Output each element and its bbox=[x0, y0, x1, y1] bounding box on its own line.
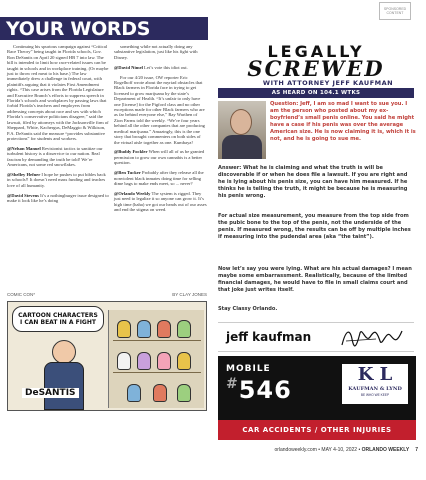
shelf-row bbox=[113, 372, 201, 373]
letter-text: Let’s vote this idiot out. bbox=[142, 64, 188, 70]
commenter-handle: @David Nimel bbox=[114, 64, 143, 70]
commenter-handle: @Shelley Hefner bbox=[7, 171, 41, 177]
letter-paragraph bbox=[114, 170, 207, 186]
commenter-handle: @Nelson Manuel bbox=[7, 145, 41, 151]
firm-logo-letters: K L bbox=[357, 364, 393, 385]
column-byline: WITH ATTORNEY JEFF KAUFMAN bbox=[262, 79, 394, 87]
comic-title: COMIC CON* bbox=[7, 292, 35, 297]
cartoon-figure bbox=[177, 352, 191, 370]
letter-text: Continuing his spurious campaign against “Critical Race Theory” being taught in Florida schools, Gov. Ron DeSantis on April 20 signed HB 7 into law. The bill is intended to limit how race-related issues can be taught in schools and in workplace training. (Or maybe just to throw red meat to his base.) The law immediately drew a challenge in federal court, with plaintiffs arguing that it violates First Amendment rights. “This case arises from the Florida Legislature and Executive Branch’s efforts to suppress speech in Florida’s schools and workplaces by passing laws that forbid Florida’s teachers and employers from addressing concepts about race and sex with which Florida’s conservative politicians disagree,” said the lawsuit, filed by attorneys with the Jacksonville firm of Sheppard, White, Kachergus, DeMaggio & Wilkison, P.A. DeSantis said the measure “provides substantive protections” for students and workers. bbox=[7, 44, 109, 141]
caricature bbox=[36, 340, 92, 410]
answer-paragraph: Answer: What he is claiming and what the truth is will be discoverable if or when he does file a lawsuit. If you are right and he is lying about his penis size, you can have him measured. If he thinks he is telling the truth, it might be because he is measuring his penis wrong. bbox=[218, 165, 408, 199]
cartoon-figure bbox=[157, 320, 171, 338]
sponsored-badge: SPONSORED CONTENT bbox=[379, 2, 411, 20]
firm-tagline: BE WHO WE KEEP bbox=[360, 393, 390, 397]
legally-screwed-logo bbox=[210, 40, 424, 81]
damages-paragraph: Now let’s say you were lying. What are his actual damages? I mean maybe some embarrassment. Realistically, because of the limited financial damages, he would have to file in small claims court and that joke just writes itself. bbox=[218, 266, 412, 293]
kaufman-lynd-ad[interactable] bbox=[218, 356, 416, 440]
commenter-handle: @Ben Tucker bbox=[114, 170, 141, 176]
logo-line-1: LEGALLY bbox=[267, 42, 365, 61]
logo-line-2: SCREWED bbox=[247, 56, 385, 81]
commenter-handle: @David Stevens bbox=[7, 192, 39, 198]
letters-column-1 bbox=[7, 44, 109, 208]
page-number: 7 bbox=[415, 447, 418, 453]
letter-text: I hope he pushes to put bibles back in schools!! It doesn’t need mass funding and teaches love of all humanity. bbox=[7, 171, 106, 188]
section-title: YOUR WORDS bbox=[6, 18, 151, 40]
signature-name: jeff kaufman bbox=[226, 330, 312, 344]
letter-paragraph bbox=[114, 191, 207, 213]
letter-text: It’s a nothingburger issue designed to make it look like he’s doing bbox=[7, 192, 109, 204]
ad-services-bar: CAR ACCIDENTS / OTHER INJURIES bbox=[218, 420, 416, 440]
photo-suit bbox=[222, 135, 262, 159]
your-words-header bbox=[0, 0, 208, 40]
ad-mobile-label: MOBILE bbox=[226, 364, 271, 374]
page-footer bbox=[274, 447, 418, 453]
letter-paragraph bbox=[114, 65, 207, 70]
letter-text: The system is rigged. They just need to legalize it so anyone can grow it. It’s high time (haha) we got our heads out of our asses and end the stigma on weed. bbox=[114, 190, 207, 213]
letter-paragraph bbox=[7, 172, 109, 188]
cartoon-figure bbox=[177, 320, 191, 338]
letter-text: Probably after they release all the nonviolent black inmates doing time for selling dime bags to make ends meet, so ... never? bbox=[114, 170, 204, 186]
heard-on-banner: AS HEARD ON 104.1 WTKS bbox=[218, 88, 414, 98]
letter-text: When will all of us be granted permission to grow our own cannabis is a better question. bbox=[114, 149, 205, 166]
cartoon-figure bbox=[177, 384, 191, 402]
cartoon-figure bbox=[137, 352, 151, 370]
commenter-handle: @Orlando Weekly bbox=[114, 190, 151, 196]
comic-credit: BY CLAY JONES bbox=[172, 292, 207, 297]
letter-paragraph bbox=[114, 75, 207, 145]
handwritten-signature bbox=[336, 325, 408, 351]
toy-shelf bbox=[108, 310, 204, 408]
firm-logo bbox=[342, 364, 408, 404]
letter-paragraph bbox=[7, 44, 109, 141]
cartoon-figure bbox=[127, 384, 141, 402]
ad-phone-number bbox=[226, 376, 292, 404]
letter-text: For our 4/20 issue, OW reporter Eric Rogelhoff wrote about the myriad obstacles that Black farmers in Florida face in trying to get licensed to grow marijuana by the state’s Department of Health. “It’s unfair to only have one [license] for the Pigford class and no other exceptions made for other Black farmers who are as far behind everyone else,” Ray Warthen of Zion Farms told the weekly. “We’re four years behind all the other companies that are producing medical marijuana.” Amazingly, this is the one story that brought commenters on both sides of the virtual aisle together as one. Kumbaya! bbox=[114, 74, 205, 145]
ad-number: 546 bbox=[238, 376, 292, 404]
attorney-photo bbox=[218, 101, 266, 159]
letter-paragraph bbox=[7, 193, 109, 204]
hash-symbol: # bbox=[226, 376, 239, 392]
signature-block bbox=[218, 322, 414, 352]
letter-text: something while not actually doing any substantive legislation, just like his fight with Disney. bbox=[114, 44, 198, 60]
firm-name: KAUFMAN & LYND bbox=[348, 386, 402, 392]
letter-paragraph bbox=[114, 44, 207, 60]
letters-column-2 bbox=[114, 44, 207, 217]
speech-bubble: CARTOON CHARACTERS I CAN BEAT IN A FIGHT bbox=[12, 306, 104, 332]
reader-question: Question: Jeff, I am so mad I want to sue you. I am the person who posted about my ex-boyfriend’s small penis online. You said he might have a case if his penis was over the average American size. He is now claiming it is, which it is not, and he is going to sue me. bbox=[270, 101, 416, 142]
cartoon-figure bbox=[157, 352, 171, 370]
shelf-row bbox=[113, 340, 201, 341]
sign-off: Stay Classy Orlando. bbox=[218, 306, 278, 312]
photo-face bbox=[230, 109, 252, 135]
caricature-head bbox=[52, 340, 76, 364]
letter-paragraph bbox=[7, 146, 109, 168]
cartoon-figure bbox=[153, 384, 167, 402]
comic-panel bbox=[7, 301, 207, 411]
caricature-name-tag: DeSANTIS bbox=[22, 388, 79, 398]
letter-text: Revisionist tactics to sanitize our turbulent history is a disservice to our nation. Real fascism by demanding the truth be told! We’re Americans, not some red snowflakes. bbox=[7, 145, 103, 168]
footer-brand: ORLANDO WEEKLY bbox=[361, 447, 410, 453]
commenter-handle: @Buddy Fockler bbox=[114, 149, 148, 155]
cartoon-figure bbox=[117, 352, 131, 370]
letter-paragraph bbox=[114, 149, 207, 165]
footer-dates: • MAY 4-10, 2022 • bbox=[316, 447, 362, 453]
caricature-body bbox=[44, 362, 84, 410]
footer-site[interactable]: orlandoweekly.com bbox=[274, 447, 317, 453]
comic-header bbox=[7, 292, 207, 299]
measurement-paragraph: For actual size measurement, you measure from the top side from the pubic bone to the top of the penis, not the underside of the penis. If measured wrong, the results can be off by multiple inches if measuring into the pudendal area (aka “the taint”). bbox=[218, 213, 411, 240]
cartoon-figure bbox=[137, 320, 151, 338]
cartoon-figure bbox=[117, 320, 131, 338]
